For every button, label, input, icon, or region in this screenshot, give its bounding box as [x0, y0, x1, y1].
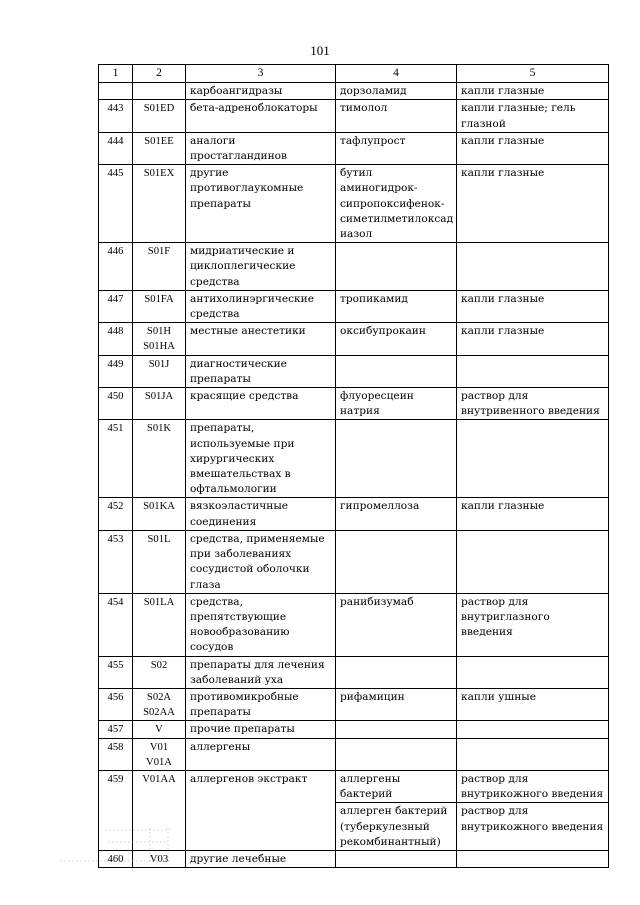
table-row: [99, 688, 609, 720]
dosage-form-cell: раствор для внутрикожного введения: [457, 770, 609, 802]
row-number-cell: 451: [99, 420, 133, 498]
atc-code-cell: [133, 388, 186, 420]
dosage-form-cell: капли глазные; гель глазной: [457, 100, 609, 132]
drug-name-cell: [336, 656, 457, 688]
dosage-form-cell: раствор для внутрикожного введения: [457, 803, 609, 851]
dosage-form-cell: раствор для внутривенного введения: [457, 388, 609, 420]
dosage-form-cell: капли глазные: [457, 83, 609, 100]
atc-code: V01A: [146, 756, 172, 768]
group-name-cell: противомикробные препараты: [186, 688, 336, 720]
dosage-form-cell: раствор для внутриглазного введения: [457, 593, 609, 656]
row-number-cell: 458: [99, 738, 133, 770]
row-number-cell: 452: [99, 498, 133, 530]
row-number-cell: 448: [99, 323, 133, 355]
group-name-cell: карбоангидразы: [186, 83, 336, 100]
atc-code-cell: [133, 530, 186, 593]
drug-name-cell: тропикамид: [336, 290, 457, 322]
dosage-form-cell: [457, 850, 609, 867]
table-row: [99, 656, 609, 688]
dosage-form-cell: капли глазные: [457, 498, 609, 530]
group-name-cell: бета-адреноблокаторы: [186, 100, 336, 132]
table-row: [99, 100, 609, 132]
atc-code-cell: [133, 243, 186, 291]
group-name-cell: прочие препараты: [186, 721, 336, 738]
table-row: [99, 290, 609, 322]
row-number-cell: 456: [99, 688, 133, 720]
atc-code: S01FA: [144, 293, 174, 305]
row-number-cell: 459: [99, 770, 133, 850]
column-header-3: 3: [186, 65, 336, 83]
group-name-cell: препараты, используемые при хирургических вмешательствах в офтальмологии: [186, 420, 336, 498]
atc-code: S01ED: [143, 103, 175, 115]
column-header-1: 1: [99, 65, 133, 83]
atc-code-cell: [133, 165, 186, 243]
atc-code: V: [155, 724, 163, 736]
table-row: [99, 323, 609, 355]
atc-code: S02A: [146, 691, 172, 703]
dosage-form-cell: капли ушные: [457, 688, 609, 720]
group-name-cell: другие лечебные: [186, 850, 336, 867]
atc-code-cell: [133, 656, 186, 688]
group-name-cell: местные анестетики: [186, 323, 336, 355]
dosage-form-cell: [457, 721, 609, 738]
table-row: [99, 420, 609, 498]
atc-code: V03: [149, 853, 169, 865]
atc-code: S01K: [146, 423, 172, 435]
column-header-5: 5: [457, 65, 609, 83]
table-row: [99, 388, 609, 420]
drug-name-cell: флуоресцеин натрия: [336, 388, 457, 420]
scan-artifact-marks: [60, 828, 180, 868]
atc-code-cell: [133, 290, 186, 322]
medication-table: [98, 64, 609, 868]
row-number-cell: 449: [99, 355, 133, 387]
drug-name-cell: тафлупрост: [336, 132, 457, 164]
dosage-form-cell: [457, 530, 609, 593]
table-row: [99, 738, 609, 770]
table-row: [99, 355, 609, 387]
atc-code: S01KA: [143, 501, 175, 513]
drug-name-cell: дорзоламид: [336, 83, 457, 100]
group-name-cell: красящие средства: [186, 388, 336, 420]
atc-code-cell: [133, 355, 186, 387]
row-number-cell: 450: [99, 388, 133, 420]
atc-code: S02AA: [143, 707, 175, 719]
row-number-cell: 446: [99, 243, 133, 291]
atc-code: S01JA: [144, 391, 174, 403]
atc-code-cell: [133, 498, 186, 530]
table-row: [99, 721, 609, 738]
row-number-cell: 453: [99, 530, 133, 593]
dosage-form-cell: капли глазные: [457, 132, 609, 164]
row-number-cell: [99, 83, 133, 100]
group-name-cell: другие противоглаукомные препараты: [186, 165, 336, 243]
dosage-form-cell: [457, 420, 609, 498]
drug-name-cell: ранибизумаб: [336, 593, 457, 656]
atc-code: S01F: [147, 246, 171, 258]
atc-code: S02: [150, 659, 168, 671]
group-name-cell: антихолинэргические средства: [186, 290, 336, 322]
table-row: [99, 530, 609, 593]
table-body: [99, 83, 609, 868]
table-row: [99, 243, 609, 291]
table-row: [99, 498, 609, 530]
header-row: [99, 65, 609, 83]
atc-code-cell: [133, 83, 186, 100]
page-number: 101: [310, 43, 330, 58]
row-number-cell: 447: [99, 290, 133, 322]
row-number-cell: 454: [99, 593, 133, 656]
table-row: [99, 83, 609, 100]
dosage-form-cell: капли глазные: [457, 323, 609, 355]
atc-code-cell: [133, 100, 186, 132]
group-name-cell: аллергены: [186, 738, 336, 770]
atc-code-cell: [133, 593, 186, 656]
group-name-cell: аналоги простагландинов: [186, 132, 336, 164]
column-header-2: 2: [133, 65, 186, 83]
drug-name-cell: [336, 530, 457, 593]
atc-code-cell: [133, 721, 186, 738]
atc-code: V01: [149, 741, 169, 753]
atc-code: S01H: [146, 326, 172, 338]
row-number-cell: 445: [99, 165, 133, 243]
atc-code-cell: [133, 688, 186, 720]
atc-code-cell: [133, 738, 186, 770]
drug-name-cell: тимолол: [336, 100, 457, 132]
dosage-form-cell: [457, 355, 609, 387]
row-number-cell: 443: [99, 100, 133, 132]
drug-name-cell: [336, 850, 457, 867]
table-row: [99, 770, 609, 802]
drug-name-cell: гипромеллоза: [336, 498, 457, 530]
group-name-cell: препараты для лечения заболеваний уха: [186, 656, 336, 688]
drug-name-cell: [336, 721, 457, 738]
atc-code: V01AA: [142, 773, 176, 785]
drug-name-cell: аллерген бактерий (туберкулезный рекомбинантный): [336, 803, 457, 851]
atc-code: S01EE: [144, 135, 174, 147]
atc-code-cell: [133, 420, 186, 498]
atc-code: S01L: [147, 533, 171, 545]
drug-name-cell: [336, 355, 457, 387]
column-header-4: 4: [336, 65, 457, 83]
row-number-cell: 457: [99, 721, 133, 738]
table-row: [99, 593, 609, 656]
group-name-cell: вязкоэластичные соединения: [186, 498, 336, 530]
table-header: [99, 65, 609, 83]
drug-name-cell: бутил аминогидрок-сипропоксифенок-симетилметилоксад иазол: [336, 165, 457, 243]
atc-code-cell: [133, 132, 186, 164]
drug-name-cell: [336, 738, 457, 770]
group-name-cell: аллергенов экстракт: [186, 770, 336, 850]
group-name-cell: мидриатические и циклоплегические средства: [186, 243, 336, 291]
atc-code: S01HA: [143, 341, 175, 353]
group-name-cell: средства, применяемые при заболеваниях сосудистой оболочки глаза: [186, 530, 336, 593]
drug-name-cell: аллергены бактерий: [336, 770, 457, 802]
atc-code-cell: [133, 323, 186, 355]
row-number-cell: 460: [99, 850, 133, 867]
group-name-cell: диагностические препараты: [186, 355, 336, 387]
dosage-form-cell: капли глазные: [457, 165, 609, 243]
dosage-form-cell: [457, 243, 609, 291]
drug-name-cell: [336, 243, 457, 291]
drug-name-cell: рифамицин: [336, 688, 457, 720]
row-number-cell: 444: [99, 132, 133, 164]
row-number-cell: 455: [99, 656, 133, 688]
table-row: [99, 132, 609, 164]
group-name-cell: средства, препятствующие новообразованию сосудов: [186, 593, 336, 656]
atc-code: S01LA: [143, 596, 175, 608]
atc-code: S01EX: [143, 168, 175, 180]
dosage-form-cell: [457, 738, 609, 770]
dosage-form-cell: капли глазные: [457, 290, 609, 322]
dosage-form-cell: [457, 656, 609, 688]
table-row: [99, 165, 609, 243]
drug-name-cell: оксибупрокаин: [336, 323, 457, 355]
drug-name-cell: [336, 420, 457, 498]
atc-code: S01J: [148, 358, 170, 370]
